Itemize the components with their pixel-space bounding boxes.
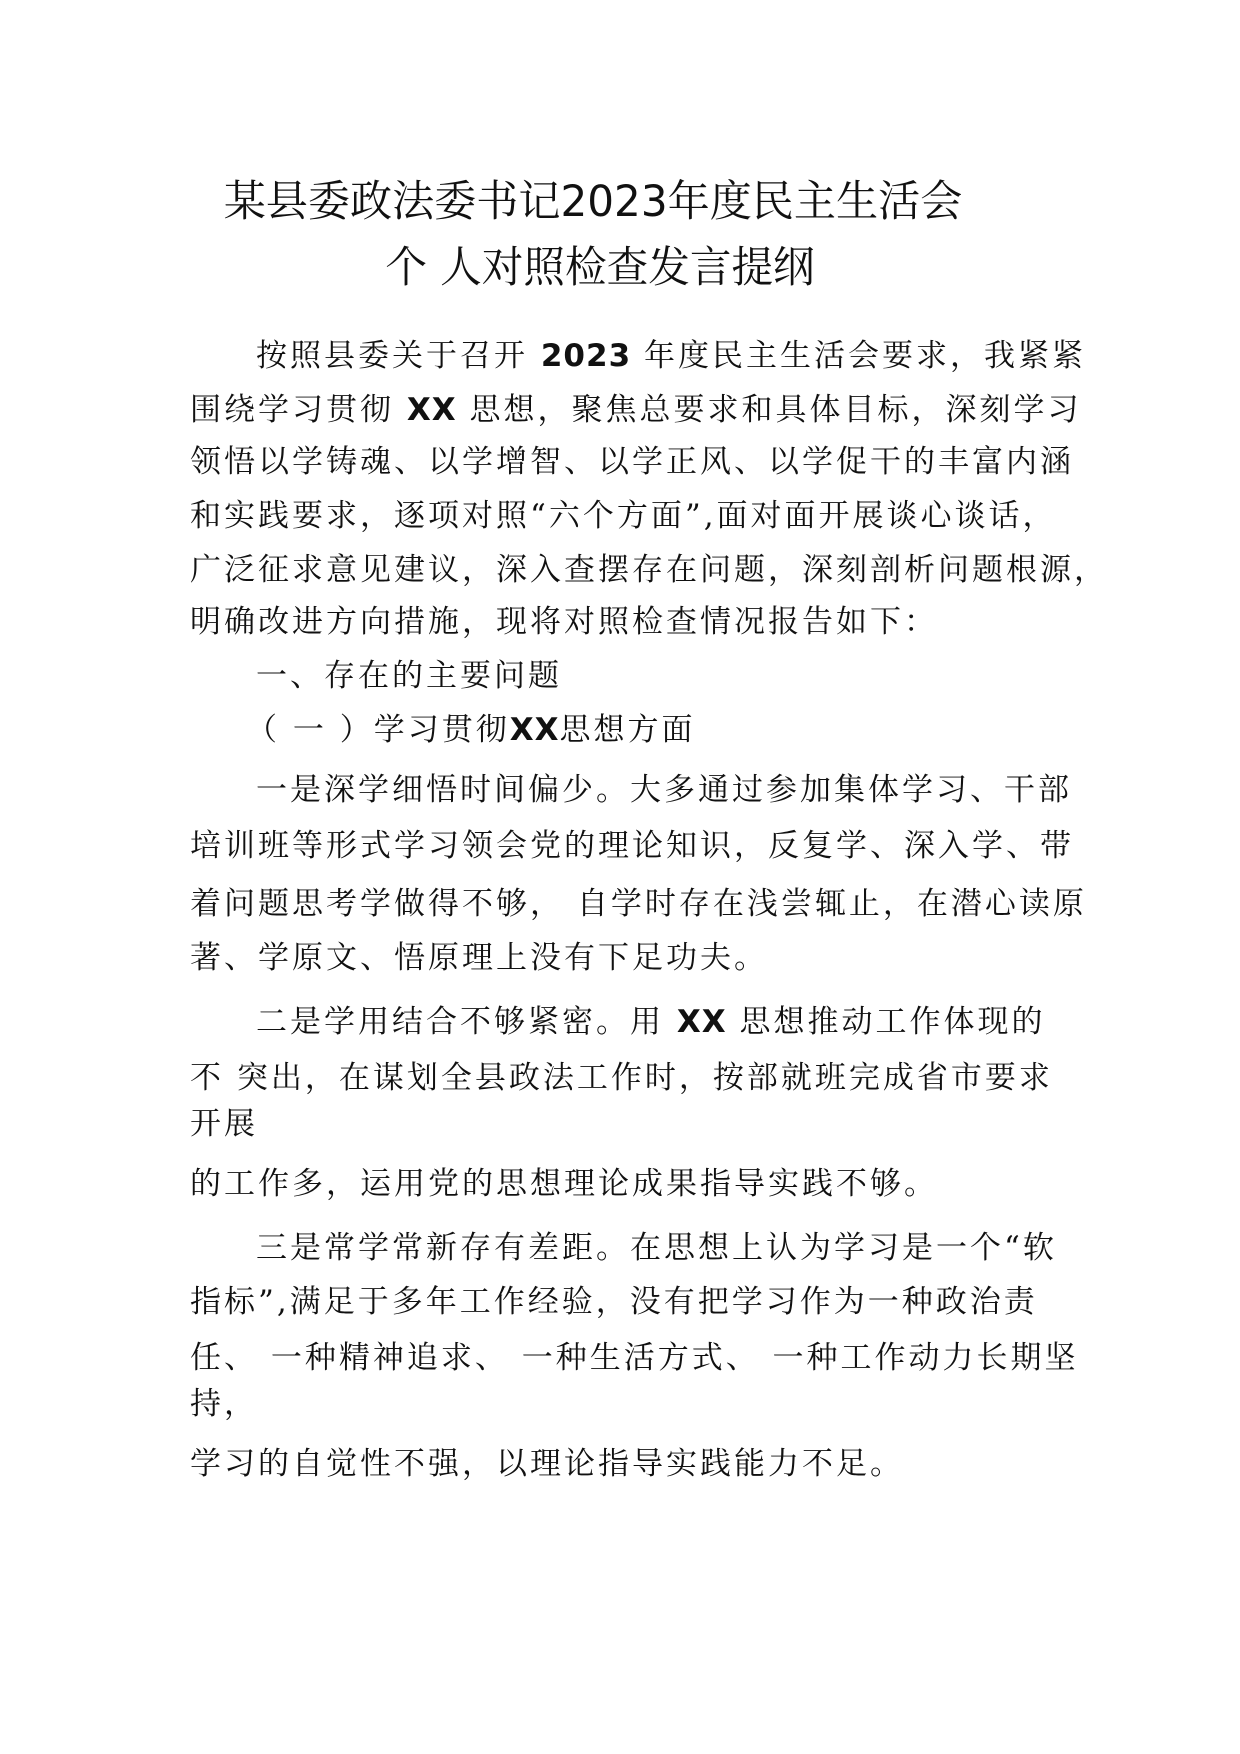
xx-bold: XX xyxy=(676,1004,727,1040)
p3-line-4: 持， xyxy=(190,1386,258,1422)
year-bold: 2023 xyxy=(540,338,632,374)
intro-text: 围绕学习贯彻 xyxy=(190,392,407,428)
intro-text: 思想，聚焦总要求和具体目标，深刻学习 xyxy=(456,392,1082,428)
p3-line-3: 任、 一种精神追求、 一种生活方式、 一种工作动力长期坚 xyxy=(190,1340,1079,1376)
p2-line-4: 的工作多，运用党的思想理论成果指导实践不够。 xyxy=(190,1166,938,1202)
xx-bold: XX xyxy=(406,392,457,428)
xx-bold: XX xyxy=(509,712,560,748)
subsection-text: 思想方面 xyxy=(559,712,696,748)
p2-line-1 xyxy=(256,1002,1046,1042)
document-title-line-2: 个 人对照检查发言提纲 xyxy=(385,243,815,293)
p1-line-4: 著、学原文、悟原理上没有下足功夫。 xyxy=(190,940,768,976)
intro-text: 按照县委关于召开 xyxy=(256,338,541,374)
p3-line-1: 三是常学常新存有差距。在思想上认为学习是一个“软 xyxy=(256,1230,1057,1266)
intro-line-4: 和实践要求，逐项对照“六个方面”,面对面开展谈心谈话， xyxy=(190,498,1057,534)
p3-line-5: 学习的自觉性不强，以理论指导实践能力不足。 xyxy=(190,1446,904,1482)
p1-line-1: 一是深学细悟时间偏少。大多通过参加集体学习、干部 xyxy=(256,772,1072,808)
p2-text: 二是学用结合不够紧密。用 xyxy=(256,1004,677,1040)
intro-line-1 xyxy=(256,336,1086,376)
p2-line-2: 不 突出，在谋划全县政法工作时，按部就班完成省市要求 xyxy=(190,1060,1053,1096)
subsection-text: （ 一 ）学习贯彻 xyxy=(246,712,510,748)
p2-line-3: 开展 xyxy=(190,1106,258,1142)
intro-line-3: 领悟以学铸魂、以学增智、以学正风、以学促干的丰富内涵 xyxy=(190,444,1074,480)
document-title-line-1: 某县委政法委书记2023年度民主生活会 xyxy=(223,177,963,227)
p2-text: 思想推动工作体现的 xyxy=(726,1004,1046,1040)
intro-line-2 xyxy=(190,390,1082,430)
intro-text: 年度民主生活会要求，我紧紧 xyxy=(631,338,1086,374)
p3-line-2: 指标”,满足于多年工作经验，没有把学习作为一种政治责 xyxy=(190,1284,1038,1320)
section-heading: 一、存在的主要问题 xyxy=(256,658,562,694)
p1-line-3: 着问题思考学做得不够， 自学时存在浅尝辄止，在潜心读原 xyxy=(190,886,1087,922)
p1-line-2: 培训班等形式学习领会党的理论知识，反复学、深入学、带 xyxy=(190,828,1074,864)
intro-line-5: 广泛征求意见建议，深入查摆存在问题，深刻剖析问题根源， xyxy=(190,552,1108,588)
subsection-heading xyxy=(246,710,696,750)
intro-line-6: 明确改进方向措施，现将对照检查情况报告如下： xyxy=(190,604,938,640)
